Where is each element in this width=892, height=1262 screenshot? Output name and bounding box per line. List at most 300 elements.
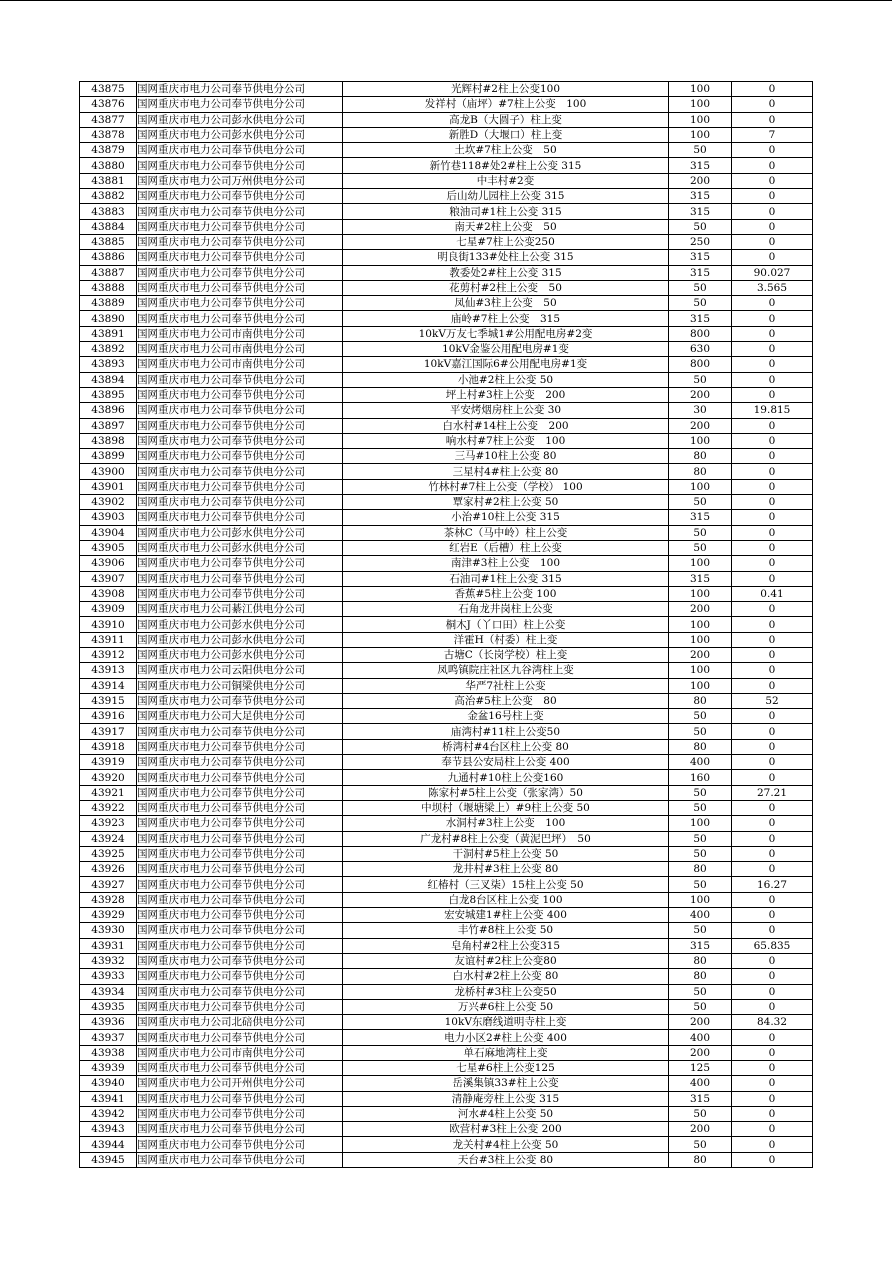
company-name-cell: 国网重庆市电力公司奉节供电分公司 (137, 724, 343, 739)
table-row (80, 999, 813, 1014)
transformer-name-cell: 响水村#7柱上公变 100 (343, 433, 669, 448)
value-cell: 0 (732, 1152, 813, 1167)
table-row (80, 602, 813, 617)
value-cell: 0 (732, 479, 813, 494)
company-name-cell: 国网重庆市电力公司奉节供电分公司 (137, 969, 343, 984)
value-cell: 65.835 (732, 938, 813, 953)
company-name-cell: 国网重庆市电力公司市南供电分公司 (137, 342, 343, 357)
row-id-cell: 43924 (80, 831, 137, 846)
table-row (80, 1137, 813, 1152)
capacity-cell: 50 (669, 877, 732, 892)
transformer-name-cell: 欧营村#3柱上公变 200 (343, 1122, 669, 1137)
capacity-cell: 200 (669, 647, 732, 662)
value-cell: 0 (732, 1106, 813, 1121)
capacity-cell: 315 (669, 311, 732, 326)
transformer-name-cell: 龙关村#4柱上公变 50 (343, 1137, 669, 1152)
transformer-name-cell: 中丰村#2变 (343, 173, 669, 188)
value-cell: 0 (732, 1045, 813, 1060)
table-row (80, 127, 813, 142)
transformer-name-cell: 覃家村#2柱上公变 50 (343, 495, 669, 510)
value-cell: 90.027 (732, 265, 813, 280)
value-cell: 0 (732, 846, 813, 861)
transformer-name-cell: 古塘C（长岗学校）柱上变 (343, 647, 669, 662)
value-cell: 0 (732, 495, 813, 510)
value-cell: 0 (732, 556, 813, 571)
table-row (80, 173, 813, 188)
row-id-cell: 43937 (80, 1030, 137, 1045)
company-name-cell: 国网重庆市电力公司奉节供电分公司 (137, 816, 343, 831)
capacity-cell: 400 (669, 908, 732, 923)
table-row (80, 326, 813, 341)
capacity-cell: 100 (669, 433, 732, 448)
company-name-cell: 国网重庆市电力公司彭水供电分公司 (137, 525, 343, 540)
transformer-name-cell: 平安烤烟房柱上公变 30 (343, 403, 669, 418)
row-id-cell: 43902 (80, 495, 137, 510)
company-name-cell: 国网重庆市电力公司奉节供电分公司 (137, 510, 343, 525)
value-cell: 7 (732, 127, 813, 142)
capacity-cell: 200 (669, 387, 732, 402)
company-name-cell: 国网重庆市电力公司云阳供电分公司 (137, 663, 343, 678)
row-id-cell: 43925 (80, 846, 137, 861)
table-row (80, 923, 813, 938)
transformer-name-cell: 龙桥村#3柱上公变50 (343, 984, 669, 999)
company-name-cell: 国网重庆市电力公司奉节供电分公司 (137, 158, 343, 173)
capacity-cell: 50 (669, 724, 732, 739)
company-name-cell: 国网重庆市电力公司北碚供电分公司 (137, 1015, 343, 1030)
table-row (80, 678, 813, 693)
capacity-cell: 50 (669, 999, 732, 1014)
value-cell: 0 (732, 923, 813, 938)
table-row (80, 556, 813, 571)
company-name-cell: 国网重庆市电力公司万州供电分公司 (137, 173, 343, 188)
capacity-cell: 100 (669, 127, 732, 142)
company-name-cell: 国网重庆市电力公司奉节供电分公司 (137, 387, 343, 402)
row-id-cell: 43934 (80, 984, 137, 999)
capacity-cell: 315 (669, 189, 732, 204)
capacity-cell: 400 (669, 1030, 732, 1045)
transformer-name-cell: 桥湾村#4台区柱上公变 80 (343, 739, 669, 754)
value-cell: 0 (732, 770, 813, 785)
company-name-cell: 国网重庆市电力公司奉节供电分公司 (137, 1030, 343, 1045)
transformer-name-cell: 单石麻地湾柱上变 (343, 1045, 669, 1060)
table-row (80, 158, 813, 173)
value-cell: 0 (732, 862, 813, 877)
value-cell: 27.21 (732, 785, 813, 800)
transformer-name-cell: 水洞村#3柱上公变 100 (343, 816, 669, 831)
transformer-name-cell: 10kV金鉴公用配电房#1变 (343, 342, 669, 357)
capacity-cell: 80 (669, 449, 732, 464)
value-cell: 0 (732, 357, 813, 372)
value-cell: 0 (732, 647, 813, 662)
transformer-name-cell: 万兴#6柱上公变 50 (343, 999, 669, 1014)
row-id-cell: 43901 (80, 479, 137, 494)
company-name-cell: 国网重庆市电力公司铜梁供电分公司 (137, 678, 343, 693)
capacity-cell: 400 (669, 755, 732, 770)
row-id-cell: 43908 (80, 586, 137, 601)
table-row (80, 724, 813, 739)
company-name-cell: 国网重庆市电力公司奉节供电分公司 (137, 189, 343, 204)
capacity-cell: 50 (669, 785, 732, 800)
row-id-cell: 43885 (80, 234, 137, 249)
table-row (80, 709, 813, 724)
transformer-name-cell: 奉节县公安局柱上公变 400 (343, 755, 669, 770)
row-id-cell: 43917 (80, 724, 137, 739)
value-cell: 0 (732, 250, 813, 265)
row-id-cell: 43926 (80, 862, 137, 877)
row-id-cell: 43906 (80, 556, 137, 571)
table-row (80, 464, 813, 479)
value-cell: 0 (732, 189, 813, 204)
capacity-cell: 100 (669, 556, 732, 571)
table-row (80, 219, 813, 234)
table-row (80, 97, 813, 112)
company-name-cell: 国网重庆市电力公司彭水供电分公司 (137, 127, 343, 142)
table-row (80, 1106, 813, 1121)
capacity-cell: 315 (669, 1091, 732, 1106)
capacity-cell: 80 (669, 969, 732, 984)
transformer-name-cell: 宏安城建1#柱上公变 400 (343, 908, 669, 923)
transformer-name-cell: 桐木J（丫口田）柱上公变 (343, 617, 669, 632)
company-name-cell: 国网重庆市电力公司綦江供电分公司 (137, 602, 343, 617)
value-cell: 0 (732, 1076, 813, 1091)
capacity-cell: 50 (669, 800, 732, 815)
row-id-cell: 43876 (80, 97, 137, 112)
transformer-name-cell: 光辉村#2柱上公变100 (343, 82, 669, 97)
company-name-cell: 国网重庆市电力公司奉节供电分公司 (137, 204, 343, 219)
company-name-cell: 国网重庆市电力公司奉节供电分公司 (137, 418, 343, 433)
table-row (80, 525, 813, 540)
transformer-name-cell: 凤鸣镇院庄社区九谷湾柱上变 (343, 663, 669, 678)
row-id-cell: 43890 (80, 311, 137, 326)
transformer-name-cell: 三马#10柱上公变 80 (343, 449, 669, 464)
table-row (80, 846, 813, 861)
table-row (80, 495, 813, 510)
value-cell: 0 (732, 678, 813, 693)
row-id-cell: 43929 (80, 908, 137, 923)
table-row (80, 1061, 813, 1076)
transformer-name-cell: 高治#5柱上公变 80 (343, 693, 669, 708)
transformer-name-cell: 南津#3柱上公变 100 (343, 556, 669, 571)
transformer-name-cell: 小池#2柱上公变 50 (343, 372, 669, 387)
value-cell: 0 (732, 540, 813, 555)
value-cell: 0 (732, 617, 813, 632)
company-name-cell: 国网重庆市电力公司彭水供电分公司 (137, 647, 343, 662)
capacity-cell: 80 (669, 953, 732, 968)
transformer-name-cell: 干洞村#5柱上公变 50 (343, 846, 669, 861)
capacity-cell: 315 (669, 265, 732, 280)
value-cell: 16.27 (732, 877, 813, 892)
row-id-cell: 43918 (80, 739, 137, 754)
capacity-cell: 80 (669, 1152, 732, 1167)
company-name-cell: 国网重庆市电力公司奉节供电分公司 (137, 464, 343, 479)
transformer-name-cell: 石角龙井岗柱上公变 (343, 602, 669, 617)
capacity-cell: 80 (669, 464, 732, 479)
capacity-cell: 315 (669, 571, 732, 586)
value-cell: 0 (732, 709, 813, 724)
company-name-cell: 国网重庆市电力公司奉节供电分公司 (137, 1061, 343, 1076)
value-cell: 0 (732, 831, 813, 846)
table-row (80, 908, 813, 923)
table-row (80, 770, 813, 785)
table-row (80, 785, 813, 800)
row-id-cell: 43912 (80, 647, 137, 662)
capacity-cell: 50 (669, 296, 732, 311)
capacity-cell: 80 (669, 693, 732, 708)
row-id-cell: 43940 (80, 1076, 137, 1091)
row-id-cell: 43911 (80, 632, 137, 647)
row-id-cell: 43899 (80, 449, 137, 464)
value-cell: 0 (732, 433, 813, 448)
value-cell: 3.565 (732, 280, 813, 295)
transformer-name-cell: 10kV嘉江国际6#公用配电房#1变 (343, 357, 669, 372)
table-row (80, 647, 813, 662)
transformer-name-cell: 白龙8台区柱上公变 100 (343, 892, 669, 907)
value-cell: 0 (732, 311, 813, 326)
transformer-name-cell: 凤仙#3柱上公变 50 (343, 296, 669, 311)
company-name-cell: 国网重庆市电力公司奉节供电分公司 (137, 571, 343, 586)
value-cell: 52 (732, 693, 813, 708)
table-row (80, 82, 813, 97)
company-name-cell: 国网重庆市电力公司奉节供电分公司 (137, 755, 343, 770)
row-id-cell: 43909 (80, 602, 137, 617)
company-name-cell: 国网重庆市电力公司奉节供电分公司 (137, 1106, 343, 1121)
table-row (80, 479, 813, 494)
table-row (80, 586, 813, 601)
transformer-name-cell: 红椿村（三叉柒）15柱上公变 50 (343, 877, 669, 892)
transformer-name-cell: 河水#4柱上公变 50 (343, 1106, 669, 1121)
transformer-name-cell: 皂角村#2柱上公变315 (343, 938, 669, 953)
company-name-cell: 国网重庆市电力公司奉节供电分公司 (137, 1122, 343, 1137)
table-row (80, 204, 813, 219)
page-top-rule (0, 0, 892, 1)
value-cell: 0 (732, 525, 813, 540)
table-row (80, 663, 813, 678)
row-id-cell: 43916 (80, 709, 137, 724)
table-row (80, 1152, 813, 1167)
transformer-name-cell: 土坎#7柱上公变 50 (343, 143, 669, 158)
transformer-name-cell: 花剪村#2柱上公变 50 (343, 280, 669, 295)
row-id-cell: 43905 (80, 540, 137, 555)
value-cell: 0 (732, 1061, 813, 1076)
table-row (80, 357, 813, 372)
table-row (80, 755, 813, 770)
company-name-cell: 国网重庆市电力公司奉节供电分公司 (137, 1152, 343, 1167)
capacity-cell: 50 (669, 1137, 732, 1152)
table-row (80, 449, 813, 464)
table-row (80, 250, 813, 265)
table-row (80, 234, 813, 249)
table-row (80, 1122, 813, 1137)
transformer-name-cell: 广龙村#8柱上公变（黄泥巴坪） 50 (343, 831, 669, 846)
table-row (80, 1045, 813, 1060)
transformer-name-cell: 发祥村（庙坪）#7柱上公变 100 (343, 97, 669, 112)
table-row (80, 969, 813, 984)
row-id-cell: 43881 (80, 173, 137, 188)
value-cell: 0 (732, 755, 813, 770)
capacity-cell: 100 (669, 892, 732, 907)
value-cell: 0 (732, 1122, 813, 1137)
row-id-cell: 43896 (80, 403, 137, 418)
table-row (80, 739, 813, 754)
table-row (80, 372, 813, 387)
value-cell: 0 (732, 387, 813, 402)
capacity-cell: 50 (669, 709, 732, 724)
table-row (80, 387, 813, 402)
transformer-name-cell: 岳溪集镇33#柱上公变 (343, 1076, 669, 1091)
table-row (80, 433, 813, 448)
value-cell: 0 (732, 173, 813, 188)
table-row (80, 831, 813, 846)
row-id-cell: 43888 (80, 280, 137, 295)
company-name-cell: 国网重庆市电力公司奉节供电分公司 (137, 770, 343, 785)
capacity-cell: 100 (669, 82, 732, 97)
company-name-cell: 国网重庆市电力公司奉节供电分公司 (137, 311, 343, 326)
row-id-cell: 43939 (80, 1061, 137, 1076)
table-row (80, 189, 813, 204)
row-id-cell: 43891 (80, 326, 137, 341)
row-id-cell: 43941 (80, 1091, 137, 1106)
company-name-cell: 国网重庆市电力公司奉节供电分公司 (137, 586, 343, 601)
value-cell: 0 (732, 418, 813, 433)
capacity-cell: 50 (669, 846, 732, 861)
transformer-name-cell: 九通村#10柱上公变160 (343, 770, 669, 785)
transformer-name-cell: 七星#6柱上公变125 (343, 1061, 669, 1076)
capacity-cell: 80 (669, 862, 732, 877)
table-row (80, 112, 813, 127)
row-id-cell: 43923 (80, 816, 137, 831)
capacity-cell: 800 (669, 357, 732, 372)
capacity-cell: 200 (669, 173, 732, 188)
table-row (80, 816, 813, 831)
value-cell: 0 (732, 82, 813, 97)
row-id-cell: 43933 (80, 969, 137, 984)
company-name-cell: 国网重庆市电力公司奉节供电分公司 (137, 433, 343, 448)
transformer-name-cell: 竹林村#7柱上公变（学校） 100 (343, 479, 669, 494)
table-row (80, 296, 813, 311)
capacity-cell: 50 (669, 280, 732, 295)
capacity-cell: 100 (669, 678, 732, 693)
row-id-cell: 43935 (80, 999, 137, 1014)
company-name-cell: 国网重庆市电力公司奉节供电分公司 (137, 862, 343, 877)
row-id-cell: 43879 (80, 143, 137, 158)
transformer-name-cell: 高龙B（大圆子）柱上变 (343, 112, 669, 127)
value-cell: 0 (732, 296, 813, 311)
table-row (80, 800, 813, 815)
capacity-cell: 50 (669, 495, 732, 510)
row-id-cell: 43922 (80, 800, 137, 815)
transformer-table (79, 81, 813, 1168)
transformer-name-cell: 七星#7柱上公变250 (343, 234, 669, 249)
row-id-cell: 43875 (80, 82, 137, 97)
company-name-cell: 国网重庆市电力公司奉节供电分公司 (137, 739, 343, 754)
row-id-cell: 43892 (80, 342, 137, 357)
row-id-cell: 43915 (80, 693, 137, 708)
row-id-cell: 43898 (80, 433, 137, 448)
row-id-cell: 43930 (80, 923, 137, 938)
transformer-name-cell: 白水村#14柱上公变 200 (343, 418, 669, 433)
value-cell: 0 (732, 953, 813, 968)
row-id-cell: 43877 (80, 112, 137, 127)
value-cell: 0 (732, 632, 813, 647)
row-id-cell: 43920 (80, 770, 137, 785)
table-row (80, 877, 813, 892)
transformer-name-cell: 南天#2柱上公变 50 (343, 219, 669, 234)
company-name-cell: 国网重庆市电力公司奉节供电分公司 (137, 1091, 343, 1106)
row-id-cell: 43938 (80, 1045, 137, 1060)
transformer-name-cell: 新胜D（大堰口）柱上变 (343, 127, 669, 142)
capacity-cell: 50 (669, 372, 732, 387)
value-cell: 0 (732, 464, 813, 479)
row-id-cell: 43943 (80, 1122, 137, 1137)
capacity-cell: 100 (669, 112, 732, 127)
table-row (80, 892, 813, 907)
company-name-cell: 国网重庆市电力公司彭水供电分公司 (137, 617, 343, 632)
capacity-cell: 100 (669, 97, 732, 112)
transformer-name-cell: 教委处2#柱上公变 315 (343, 265, 669, 280)
capacity-cell: 100 (669, 617, 732, 632)
row-id-cell: 43897 (80, 418, 137, 433)
row-id-cell: 43942 (80, 1106, 137, 1121)
transformer-name-cell: 洋霍H（村委）柱上变 (343, 632, 669, 647)
row-id-cell: 43900 (80, 464, 137, 479)
capacity-cell: 200 (669, 1045, 732, 1060)
value-cell: 0 (732, 663, 813, 678)
table-row (80, 1015, 813, 1030)
company-name-cell: 国网重庆市电力公司彭水供电分公司 (137, 632, 343, 647)
value-cell: 0 (732, 342, 813, 357)
company-name-cell: 国网重庆市电力公司奉节供电分公司 (137, 97, 343, 112)
transformer-name-cell: 中坝村（堰塘梁上）#9柱上公变 50 (343, 800, 669, 815)
capacity-cell: 160 (669, 770, 732, 785)
capacity-cell: 400 (669, 1076, 732, 1091)
row-id-cell: 43945 (80, 1152, 137, 1167)
row-id-cell: 43884 (80, 219, 137, 234)
capacity-cell: 50 (669, 923, 732, 938)
value-cell: 0 (732, 969, 813, 984)
company-name-cell: 国网重庆市电力公司奉节供电分公司 (137, 250, 343, 265)
company-name-cell: 国网重庆市电力公司奉节供电分公司 (137, 938, 343, 953)
value-cell: 0 (732, 510, 813, 525)
company-name-cell: 国网重庆市电力公司奉节供电分公司 (137, 280, 343, 295)
row-id-cell: 43944 (80, 1137, 137, 1152)
company-name-cell: 国网重庆市电力公司奉节供电分公司 (137, 953, 343, 968)
company-name-cell: 国网重庆市电力公司奉节供电分公司 (137, 479, 343, 494)
company-name-cell: 国网重庆市电力公司大足供电分公司 (137, 709, 343, 724)
capacity-cell: 100 (669, 479, 732, 494)
capacity-cell: 50 (669, 1106, 732, 1121)
capacity-cell: 315 (669, 204, 732, 219)
transformer-name-cell: 龙井村#3柱上公变 80 (343, 862, 669, 877)
row-id-cell: 43895 (80, 387, 137, 402)
transformer-name-cell: 白水村#2柱上公变 80 (343, 969, 669, 984)
value-cell: 84.32 (732, 1015, 813, 1030)
capacity-cell: 100 (669, 632, 732, 647)
value-cell: 0.41 (732, 586, 813, 601)
company-name-cell: 国网重庆市电力公司奉节供电分公司 (137, 234, 343, 249)
value-cell: 0 (732, 219, 813, 234)
transformer-name-cell: 天台#3柱上公变 80 (343, 1152, 669, 1167)
company-name-cell: 国网重庆市电力公司彭水供电分公司 (137, 540, 343, 555)
transformer-name-cell: 红岩E（后槽）柱上公变 (343, 540, 669, 555)
company-name-cell: 国网重庆市电力公司奉节供电分公司 (137, 984, 343, 999)
value-cell: 0 (732, 984, 813, 999)
transformer-name-cell: 小治#10柱上公变 315 (343, 510, 669, 525)
table-row (80, 510, 813, 525)
capacity-cell: 100 (669, 586, 732, 601)
row-id-cell: 43889 (80, 296, 137, 311)
value-cell: 0 (732, 97, 813, 112)
row-id-cell: 43878 (80, 127, 137, 142)
